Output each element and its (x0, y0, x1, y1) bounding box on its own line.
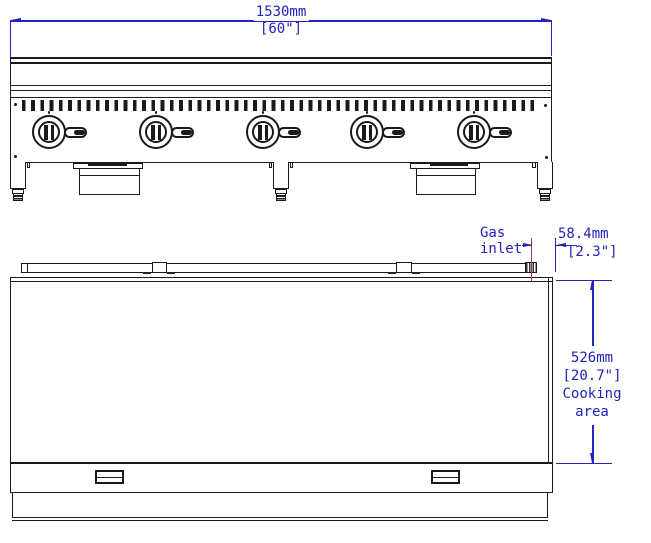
burner-knob (457, 115, 491, 149)
trough-end-seam (27, 264, 28, 272)
width-dim-arrow-left (11, 18, 21, 22)
burner-housing-slot (430, 164, 468, 167)
vent-grille (22, 100, 534, 111)
knob-pointer-dot (473, 111, 476, 114)
knob-pointer-dot (262, 111, 265, 114)
depth-dim-extension-bottom (556, 463, 612, 464)
knob-handle (489, 127, 512, 138)
knob-dial (246, 115, 280, 149)
knob-handle-tip (392, 130, 403, 135)
leg-mount-tab (27, 163, 31, 168)
screw-dot (14, 155, 17, 158)
front-panel-handle (95, 470, 125, 485)
plan-front-skirt (12, 493, 548, 518)
cooking-surface-right-edge (548, 278, 549, 462)
burner-knob (32, 115, 66, 149)
width-dim-mm-label: 1530mm (255, 4, 307, 20)
burner-housing-slot (88, 164, 127, 167)
screw-dot (544, 104, 547, 107)
burner-housing (416, 168, 476, 195)
knob-handle-tip (288, 130, 299, 135)
bracket-shoulder (143, 272, 151, 275)
trough-bracket (152, 262, 168, 272)
knob-handle-tip (181, 130, 192, 135)
burner-housing-seam (417, 175, 475, 176)
screw-dot (14, 103, 17, 106)
depth-dim-inch-label: [20.7"] (562, 368, 622, 384)
knob-handle-tip (74, 130, 85, 135)
knob-pointer-dot (48, 111, 51, 114)
leg-foot-adjuster (13, 193, 24, 201)
width-dim-extension-right (551, 20, 552, 56)
leg-middle (273, 162, 289, 189)
gas-inlet-label-line1: Gas (480, 225, 506, 241)
knob-pointer-dot (366, 111, 369, 114)
width-dim-extension-left (10, 21, 11, 57)
leg-mount-tab (269, 163, 273, 168)
leg-right (537, 162, 553, 189)
knob-handle-tip (499, 130, 510, 135)
depth-dim-caption-line2: area (575, 404, 609, 420)
front-elevation-view (10, 57, 552, 163)
width-dim-arrow-right (541, 18, 551, 22)
trim-line-lower (11, 97, 551, 98)
inset-dim-mm-label: 58.4mm (558, 226, 609, 242)
knob-dial (139, 115, 173, 149)
burner-housing (79, 168, 140, 195)
burner-knob (350, 115, 384, 149)
inset-dim-arrow-left (523, 243, 533, 247)
trim-line-upper (11, 90, 551, 91)
knob-handle (278, 127, 301, 138)
burner-knob (139, 115, 173, 149)
leg-mount-tab (290, 163, 294, 168)
depth-dim-arrow-up (590, 280, 594, 290)
screw-dot (545, 156, 548, 159)
front-panel-handle (431, 470, 461, 485)
knob-pointer-dot (155, 111, 158, 114)
knob-handle (171, 127, 194, 138)
depth-dim-mm-label: 526mm (570, 350, 614, 366)
inset-dim-inch-label: [2.3"] (567, 243, 618, 260)
cooking-surface-back-edge (11, 281, 552, 282)
griddle-plate-top-edge (11, 62, 551, 64)
knob-handle (64, 127, 87, 138)
handle-seam (97, 477, 123, 479)
leg-mount-tab (532, 163, 536, 168)
inset-dim-arrow-right (556, 243, 566, 247)
burner-knob (246, 115, 280, 149)
knob-dial (350, 115, 384, 149)
depth-dim-arrow-down (590, 453, 594, 463)
gas-inlet-label-line2: inlet (480, 241, 523, 257)
plan-base-line (12, 520, 548, 522)
plan-front-panel (10, 463, 553, 493)
knob-dial (457, 115, 491, 149)
depth-dim-extension-top (556, 280, 612, 281)
width-dim-inch-label: [60"] (259, 21, 303, 37)
knob-handle (382, 127, 405, 138)
bracket-shoulder (167, 272, 175, 275)
leg-foot-adjuster (276, 193, 287, 201)
plan-view-body (10, 277, 553, 463)
plan-back-trough (21, 263, 536, 273)
plate-bottom-edge (11, 85, 551, 86)
handle-seam (433, 477, 459, 479)
trough-bracket (396, 262, 412, 272)
depth-dim-caption-line1: Cooking (562, 386, 622, 402)
leg-left (10, 162, 26, 189)
leg-foot-adjuster (540, 193, 551, 201)
bracket-shoulder (388, 272, 396, 275)
knob-dial (32, 115, 66, 149)
burner-housing-seam (80, 175, 139, 176)
bracket-shoulder (412, 272, 420, 275)
